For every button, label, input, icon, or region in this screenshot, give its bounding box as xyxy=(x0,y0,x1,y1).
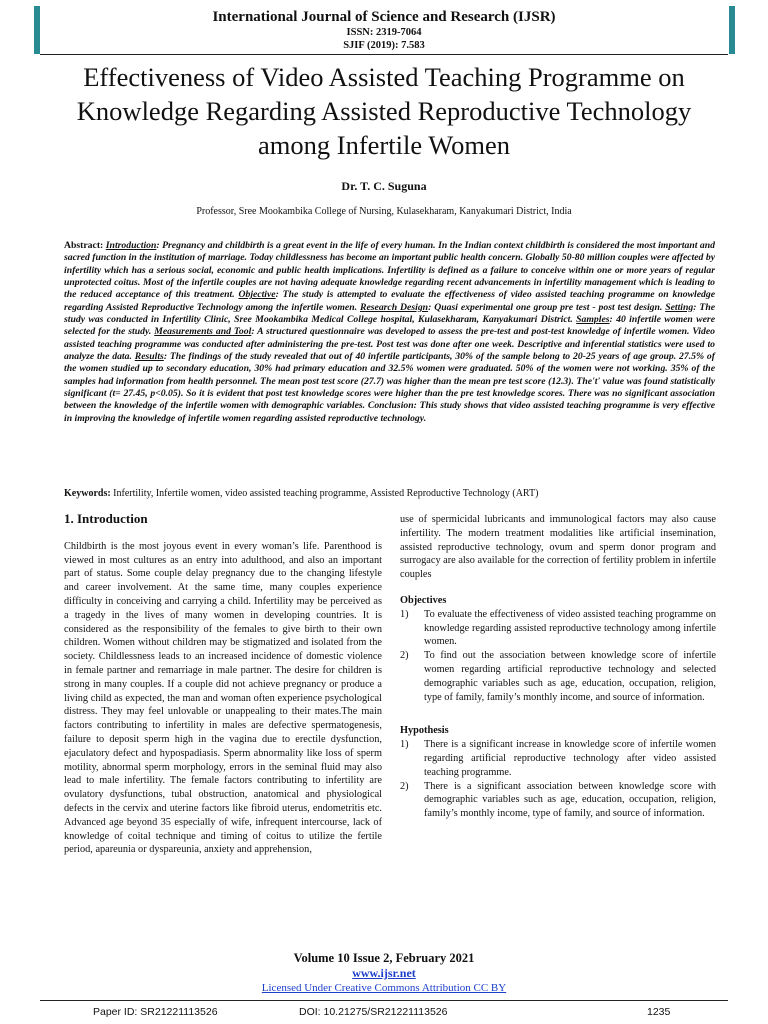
doi: DOI: 10.21275/SR21221113526 xyxy=(299,1006,448,1018)
hypothesis-list xyxy=(400,738,716,821)
abstract-samples-label: Samples xyxy=(576,314,610,326)
list-number: 1) xyxy=(400,739,409,751)
abstract-setting: : The study was conducted in Infertility Clinic, Sree Mookambika Medical College hospital, Kulasekharam, Kanyakumari District. xyxy=(64,301,716,326)
abstract-setting-label: Setting xyxy=(665,301,694,313)
abstract-tool-label: Measurements and Tool xyxy=(154,326,252,338)
paper-id: Paper ID: SR21221113526 xyxy=(93,1006,218,1018)
journal-sjif: SJIF (2019): 7.583 xyxy=(343,40,425,51)
page-number: 1235 xyxy=(647,1006,671,1018)
list-number: 1) xyxy=(400,608,409,620)
list-text: There is a significant association between knowledge score with demographic variables such as age, education, occupation, religion, family’s monthly income, type of family, and source of information. xyxy=(424,780,716,820)
abstract-objective-label: Objective xyxy=(238,289,276,301)
abstract-design-label: Research Design xyxy=(359,301,429,313)
objectives-list xyxy=(400,608,716,705)
license-link[interactable]: Licensed Under Creative Commons Attribution CC BY xyxy=(261,982,507,994)
introduction-paragraph: Childbirth is the most joyous event in every woman’s life. Parenthood is viewed in most cultures as an entry into adulthood, and also an important part of status. Some couple delay pregnancy due to the changing lifestyle and career involvement. At the same time, many couples experience difficulty in conceiving and carrying a child. Infertility may be perceived as a tragedy in the lives of many women in developing countries. It is considered as the responsibility of the females to give birth to their own children. Women without children may be stigmatized and isolated from the society. Childlessness leads to an increased incidence of domestic violence in female partner and remarriage in male partner. The desire for children is strong in many couples. If a couple did not achieve pregnancy or produce a living child as expected, the man and woman often experience psychological distress. They may feel unlovable or unappealing to their mates.The main factors contributing to infertility in males are defective spermatogenesis, failure to deposit sperm high in the vagina due to erectile dysfunction, ejaculatory defect and hypospadiasis. Sperm abnormality like loss of sperm motility, abnormal sperm morphology, errors in the seminal fluid may also lead to male infertility. The female factors contributing to infertility are ovulatory dysfunctions, tubal obstruction, anatomical and physiological defects in the cervix and uterine factors like fibroid uterus, endometritis etc. Advanced age beyond 35 especially of wife, infrequent intercourse, lack of knowledge of coital technique and timing of coitus to utilize the fertile period, apareunia or dyspareunia, anxiety and apprehension, xyxy=(64,540,382,856)
hypothesis-heading: Hypothesis xyxy=(400,725,449,737)
keywords-text: Infertility, Infertile women, video assisted teaching programme, Assisted Reproductive Technology (ART) xyxy=(110,488,539,499)
author-name: Dr. T. C. Suguna xyxy=(341,179,427,193)
journal-name: International Journal of Science and Research (IJSR) xyxy=(212,9,556,25)
journal-footer xyxy=(0,950,768,996)
list-number: 2) xyxy=(400,650,409,662)
abstract-results: : The findings of the study revealed that out of 40 infertile participants, 30% of the sample belong to 20-25 years of age group. 27.5% of the women studied up to secondary education, 30% had primary education and 32.5% women were graduated. 50% of the women were not working. 35% of the samples had information from health personnel. The mean post test score (27.7) was higher than the mean pre test score (12.3). The't' value was found statistically significant (t= 27.45, p<0.05). So it is evident that post test knowledge scores were higher than the pre test knowledge scores. There was no significant association between the knowledge of the infertile women with demographic variables. Conclusion: This study shows that video assisted teaching programme is very effective in improving the knowledge of infertile women regarding assisted reproductive technology. xyxy=(64,351,715,424)
list-item xyxy=(400,738,716,779)
list-text: There is a significant increase in knowledge score of infertile women regarding artificial reproductive technology after video assisted teaching programme. xyxy=(424,739,716,778)
journal-issn: ISSN: 2319-7064 xyxy=(346,27,422,38)
introduction-continued-paragraph: use of spermicidal lubricants and immunological factors may also cause infertility. The modern treatment modalities like artificial insemination, assisted reproductive technology, ovum and sperm donor program and surrogacy are also available for the correction of fertility problem in infertile couples xyxy=(400,514,716,581)
journal-website-link[interactable]: www.ijsr.net xyxy=(352,966,416,980)
keywords-label: Keywords: xyxy=(64,488,111,499)
right-column xyxy=(400,513,716,821)
abstract-tool: : A structured questionnaire was developed to assess the pre-test and post-test knowledge of infertile women. Video assisted teaching programme was conducted after administering the pre-test. Post test was done after one week. Descriptive and inferential statistics were used to analyze the data. xyxy=(64,326,715,363)
abstract-samples: : 40 infertile women were selected for the study. xyxy=(64,314,715,338)
journal-header xyxy=(0,8,768,52)
header-divider xyxy=(40,54,728,55)
list-item xyxy=(400,780,716,821)
list-item xyxy=(400,649,716,704)
footer-divider xyxy=(40,1000,728,1001)
author-affiliation: Professor, Sree Mookambika College of Nursing, Kulasekharam, Kanyakumari District, India xyxy=(196,206,572,217)
volume-issue: Volume 10 Issue 2, February 2021 xyxy=(293,951,475,965)
keywords xyxy=(64,487,715,500)
abstract-design: : Quasi experimental one group pre test - post test design. xyxy=(428,301,666,313)
paper-title: Effectiveness of Video Assisted Teaching Programme on Knowledge Regarding Assisted Reproductive Technology among Infertile Women xyxy=(76,62,692,160)
list-item xyxy=(400,608,716,649)
objectives-heading: Objectives xyxy=(400,594,447,606)
abstract xyxy=(64,240,715,425)
abstract-label: Abstract: xyxy=(64,240,104,251)
abstract-objective: : The study is attempted to evaluate the effectiveness of video assisted teaching programme on knowledge regarding Assisted Reproductive Technology among the infertile women. xyxy=(64,289,715,313)
list-number: 2) xyxy=(400,780,409,792)
abstract-introduction: : Pregnancy and childbirth is a great event in the life of every human. In the Indian context childbirth is considered the most important and sacred function in the institution of marriage. Today childlessness has become an important public health concern. Globally 50-80 million couples were affected by infertility which has a serious social, economic and public health implications. Infertility is defined as a failure to conceive within one or more years of regular unprotected coitus. Most of the infertile couples are not having adequate knowledge regarding recent advancements in infertility management which is leading to the reduced acceptance of this treatment. xyxy=(64,240,715,301)
section-heading-introduction: 1. Introduction xyxy=(64,511,148,526)
list-text: To find out the association between knowledge score of infertile women regarding artificial reproductive technology and selected demographic variables such as age, education, occupation, religion, type of family, family’s monthly income, and source of information. xyxy=(424,650,716,703)
abstract-results-label: Results xyxy=(134,351,164,363)
left-column xyxy=(64,510,382,857)
abstract-introduction-label: Introduction xyxy=(105,240,157,251)
list-text: To evaluate the effectiveness of video assisted teaching programme on knowledge regarding assisted reproductive technology among infertile women. xyxy=(424,608,716,648)
